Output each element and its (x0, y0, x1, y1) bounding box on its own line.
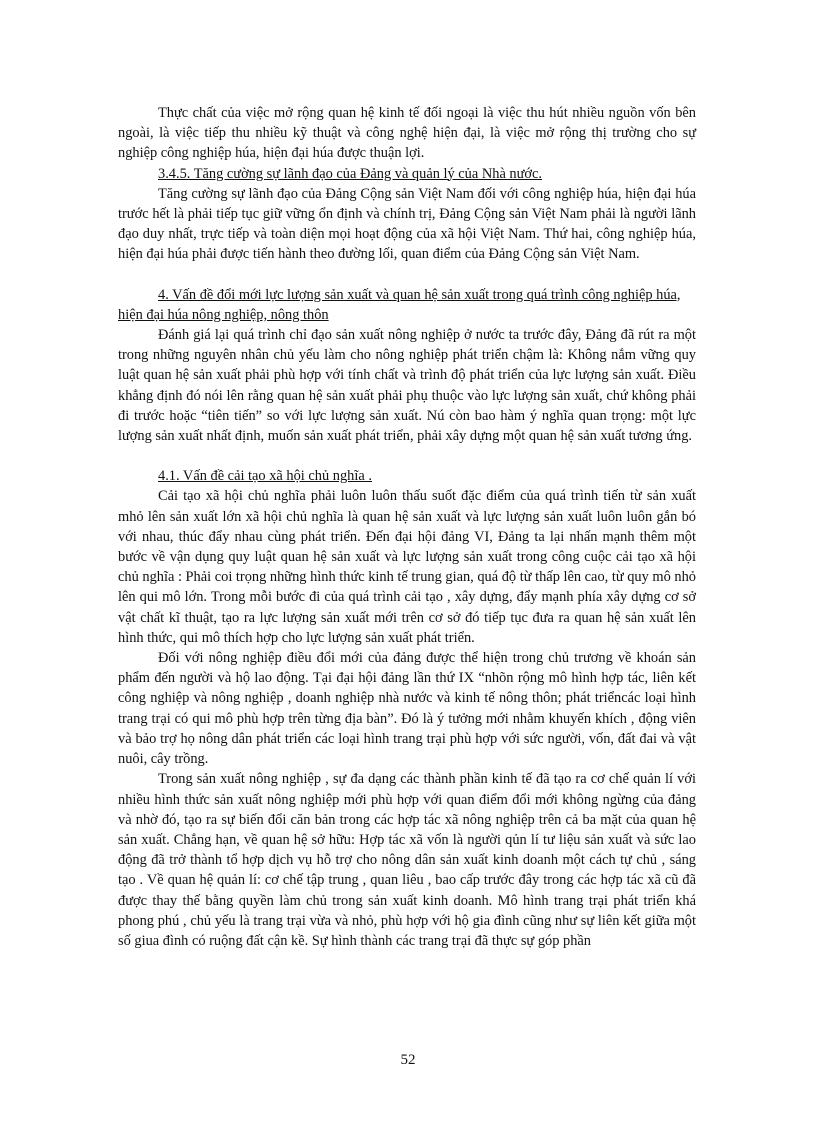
paragraph-socialist-transformation: Cải tạo xã hội chủ nghĩa phải luôn luôn thấu suốt đặc điểm của quá trình tiến từ sản xuất mhỏ lên sản xuất lớn xã hội chủ nghĩa là quan hệ sản xuất và lực lượng sản xuất luôn luôn gắn bó với nhau, thúc đẩy nhau cùng phát triển. Đến đại hội đảng VI, Đảng ta lại nhấn mạnh thêm một bước về vận dụng quy luật quan hệ sản xuất và lực lượng sản xuất trong công cuộc cải tạo xã hội chủ nghĩa : Phải coi trọng những hình thức kinh tế trung gian, quá độ từ thấp lên cao, từ quy mô nhỏ lên qui mô lớn. Trong mỗi bước đi của quá trình cải tạo , xây dựng, đẩy mạnh phía xây dựng cơ sở vật chất kĩ thuật, tạo ra lực lượng sản xuất mới trên cơ sở đó tiếp tục đưa ra quan hệ sản xuất lên hình thức, qui mô thích hợp cho lực lượng sản xuất phát triển. (118, 488, 696, 646)
heading-4: 4. Vấn đề đổi mới lực lượng sản xuất và quan hệ sản xuất trong quá trình công nghiệp húa, hiện đại húa nông nghiệp, nông thôn (118, 286, 681, 323)
spacer (118, 446, 696, 466)
paragraph-production-relations: Đánh giá lại quá trình chỉ đạo sản xuất nông nghiệp ở nước ta trước đây, Đảng đã rút ra một trong những nguyên nhân chủ yếu làm cho nông nghiệp phát triển chậm là: Không nắm vững quy luật quan hệ sản xuất phải phù hợp với tính chất và trình độ phát triển của lực lượng sản xuất. Điều khẳng định đó nói lên rằng quan hệ sản xuất phải phụ thuộc vào lực lượng sản xuất, chứ không phải đi trước hoặc “tiên tiến” so với lực lượng sản xuất. Nú còn bao hàm ý nghĩa quan trọng: một lực lượng sản xuất nhất định, muốn sản xuất phát triển, phải xây dựng một quan hệ sản xuất tương ứng. (118, 327, 696, 445)
paragraph-economic-sectors: Trong sản xuất nông nghiệp , sự đa dạng các thành phần kinh tế đã tạo ra cơ chế quản lí với nhiều hình thức sản xuất nông nghiệp mới phù hợp với quan điểm đổi mới không ngừng của đảng và nhờ đó, tạo ra sự biến đổi căn bản trong các hợp tác xã nông nghiệp trên cả ba mặt của quan hệ sản xuất. Chẳng hạn, về quan hệ sở hữu: Hợp tác xã vốn là người qủn lí tư liệu sản xuất và sức lao động đã trở thành tổ hợp dịch vụ hỗ trợ cho nông dân sản xuất kinh doanh một cách tự chủ , sáng tạo . Về quan hệ quản lí: cơ chế tập trung , quan liêu , bao cấp trước đây trong các hợp tác xã cũ đã được thay thế bằng quyền làm chủ trong sản xuất kinh doanh. Mô hình trang trại phát triển khá phong phú , chủ yếu là trang trại vừa và nhỏ, phù hợp với hộ gia đình cũng như sự liên kết giữa một số giua đình có ruộng đất cận kề. Sự hình thành các trang trại đã thực sự góp phần (118, 771, 696, 949)
heading-4-1: 4.1. Vấn đề cải tạo xã hội chủ nghĩa . (158, 468, 372, 485)
paragraph-foreign-relations: Thực chất của việc mở rộng quan hệ kinh tế đối ngoại là việc thu hút nhiều nguồn vốn bên ngoài, là việc tiếp thu nhiều kỹ thuật và công nghệ hiện đại, là việc mở rộng thị trường cho sự nghiệp công nghiệp húa, hiện đại húa được thuận lợi. (118, 105, 696, 162)
spacer (118, 265, 696, 285)
paragraph-agriculture-renewal: Đối với nông nghiệp điều đổi mới của đảng được thể hiện trong chủ trương về khoán sản phẩm đến người và hộ lao động. Tại đại hội đảng lần thứ IX “nhõn rộng mô hình hợp tác, liên kết công nghiệp và nông nghiệp , doanh nghiệp nhà nước và kinh tế nông thôn; phát triểncác loại hình trang trại có qui mô phù hợp trên từng địa bàn”. Đó là ý tưởng mới nhằm khuyến khích , động viên và bảo trợ họ nông dân phát triển các loại hình trang trại phù hợp với sức người, vốn, đất đai và vật nuôi, cây trồng. (118, 650, 696, 768)
paragraph-party-leadership: Tăng cường sự lãnh đạo của Đảng Cộng sản Việt Nam đối với công nghiệp húa, hiện đại húa trước hết là phải tiếp tục giữ vững ổn định và chính trị, Đảng Cộng sản Việt Nam phải là người lãnh đạo duy nhất, trực tiếp và toàn diện mọi hoạt động của xã hội Việt Nam. Thứ hai, công nghiệp húa, hiện đại húa phải được tiến hành theo đường lối, quan điểm của Đảng Cộng sản Việt Nam. (118, 185, 696, 263)
page-number: 52 (400, 1052, 416, 1068)
document-body (118, 103, 696, 951)
heading-3-4-5: 3.4.5. Tăng cường sự lãnh đạo của Đảng và quản lý của Nhà nước. (158, 165, 543, 182)
